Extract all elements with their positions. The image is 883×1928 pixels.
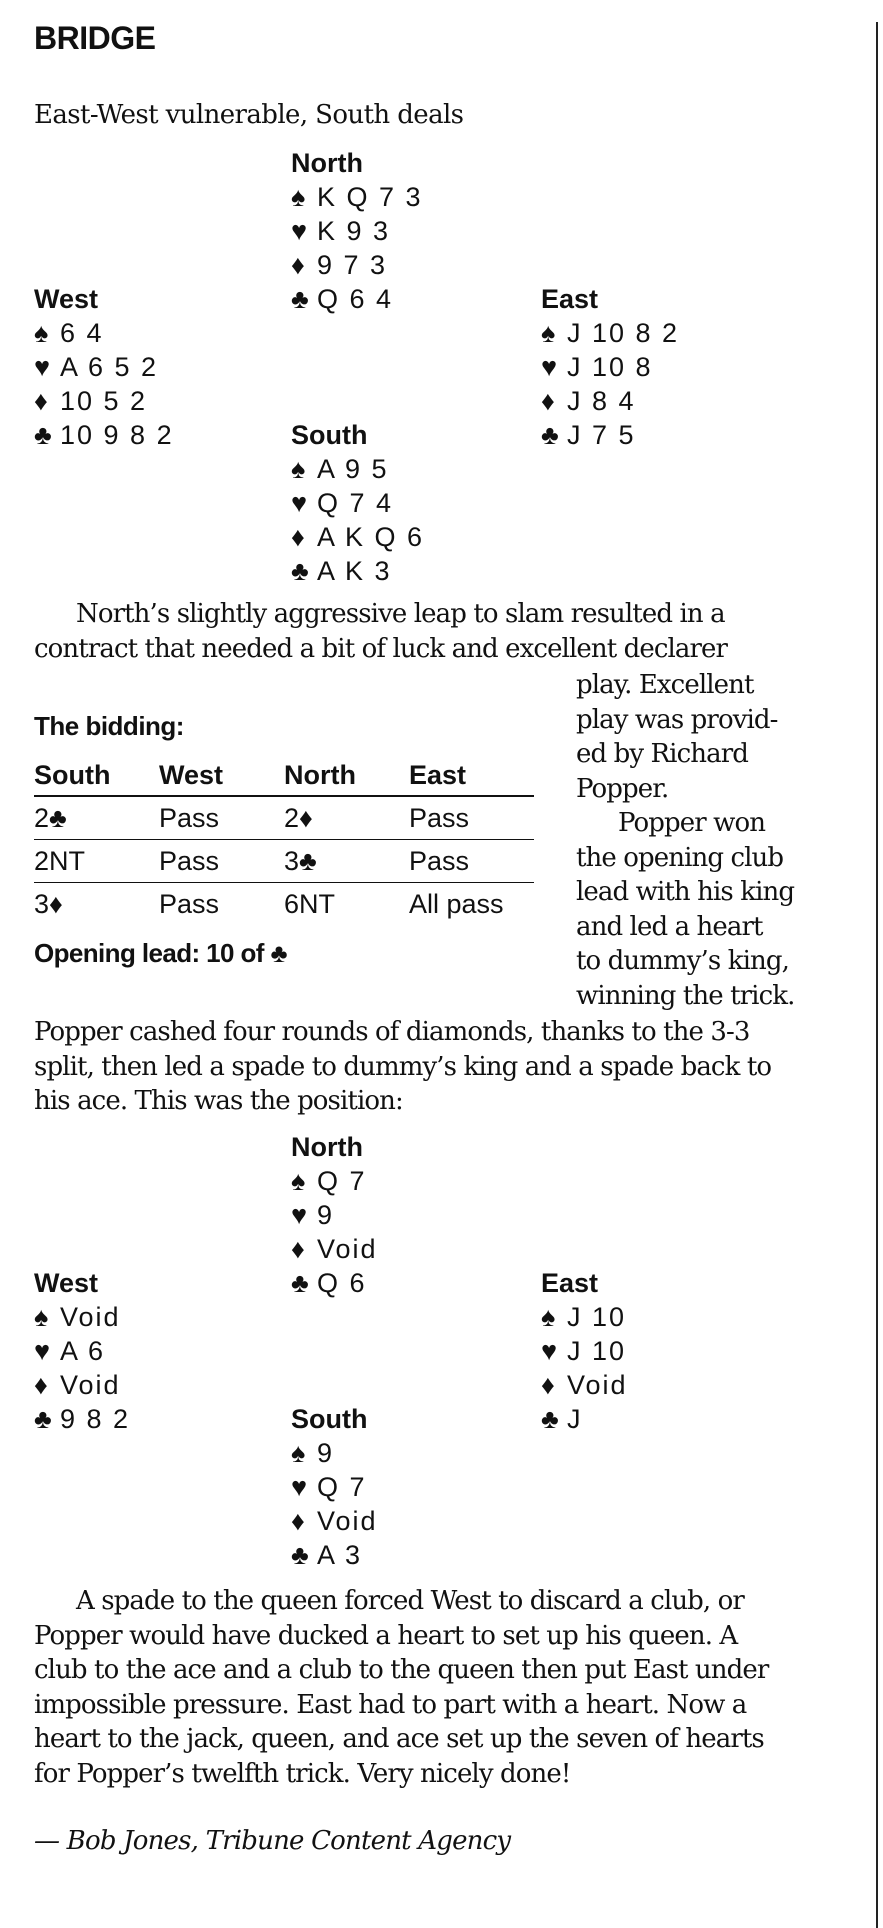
table-row [34,840,534,883]
deal-conditions: East-West vulnerable, South deals [34,100,464,130]
bid-cell: 2NT [34,840,159,883]
diamonds-cards: Void [60,1370,121,1400]
bid-cell: 2♦ [284,796,409,840]
hand-east-2 [541,1266,628,1436]
paragraph-line: winning the trick. [576,980,795,1011]
clubs-cards: Q 6 4 [317,284,394,314]
side-column-text [576,668,876,1013]
hand-west-1 [34,282,174,452]
hand-label: West [34,1268,99,1298]
paragraph-line: split, then led a spade to dummy’s king and a spade back to [34,1051,772,1082]
spade-icon: ♠ [291,182,306,212]
paragraph-line: club to the ace and a club to the queen then put East under [34,1655,769,1685]
club-icon: ♣ [291,1268,309,1298]
spades-cards: J 10 8 2 [567,318,680,348]
hearts-cards: A 6 [60,1336,106,1366]
bid-cell: 6NT [284,888,336,919]
spade-icon: ♠ [291,454,306,484]
bid-cell: 3♦ [34,888,63,919]
clubs-cards: A 3 [317,1540,363,1570]
heart-icon: ♥ [541,352,558,382]
paragraph-line: and led a heart [576,911,763,942]
bid-cell: 3♣ [284,840,409,883]
hand-west-2 [34,1266,130,1436]
hearts-cards: Q 7 4 [317,488,394,518]
clubs-cards: A K 3 [317,556,392,586]
club-icon: ♣ [291,1540,309,1570]
paragraph-line: heart to the jack, queen, and ace set up the seven of hearts [34,1724,764,1754]
paragraph-line: contract that needed a bit of luck and excellent declarer [34,633,728,664]
article-paragraph-3 [34,1584,864,1791]
bid-cell: Pass [409,796,534,840]
diamond-icon: ♦ [291,1234,305,1264]
hand-label: East [541,1268,599,1298]
diamond-icon: ♦ [541,386,555,416]
spades-cards: Q 7 [317,1166,367,1196]
heart-icon: ♥ [291,488,308,518]
paragraph-line: ed by Richard [576,739,748,769]
heart-icon: ♥ [291,1472,308,1502]
hand-east-1 [541,282,679,452]
spade-icon: ♠ [291,1166,306,1196]
hand-south-1 [291,418,424,588]
article-paragraph-2 [34,1015,864,1119]
diamonds-cards: Void [317,1234,378,1264]
club-icon: ♣ [541,420,559,450]
clubs-cards: Q 6 [317,1268,367,1298]
diamonds-cards: A K Q 6 [317,522,425,552]
club-icon: ♣ [291,556,309,586]
page-title: BRIDGE [34,20,156,56]
hand-north-1 [291,146,423,316]
paragraph-line: his ace. This was the position: [34,1086,403,1116]
author-credit: — Bob Jones, Tribune Content Agency [34,1826,511,1856]
diamonds-cards: 10 5 2 [60,386,148,416]
column-header: South [34,755,159,796]
spade-icon: ♠ [541,1302,556,1332]
heart-icon: ♥ [34,352,51,382]
clubs-cards: 9 8 2 [60,1404,131,1434]
hand-label: West [34,284,99,314]
hand-label: North [291,148,363,178]
paragraph-line: to dummy’s king, [576,946,789,976]
club-icon: ♣ [34,420,52,450]
hearts-cards: Q 7 [317,1472,367,1502]
diamond-icon: ♦ [291,250,305,280]
opening-lead: Opening lead: 10 of ♣ [34,938,287,968]
club-icon: ♣ [541,1404,559,1434]
diamonds-cards: Void [317,1506,378,1536]
heart-icon: ♥ [291,1200,308,1230]
club-icon: ♣ [34,1404,52,1434]
clubs-cards: J 7 5 [567,420,636,450]
hearts-cards: 9 [317,1200,335,1230]
diamonds-cards: Void [567,1370,628,1400]
bidding-table [34,755,534,925]
spade-icon: ♠ [34,1302,49,1332]
clubs-cards: J [567,1404,583,1434]
bid-cell: All pass [409,888,504,919]
bidding-heading: The bidding: [34,711,184,741]
spades-cards: 9 [317,1438,335,1468]
spades-cards: Void [60,1302,121,1332]
club-icon: ♣ [291,284,309,314]
paragraph-line: play was provid- [576,704,778,735]
spade-icon: ♠ [541,318,556,348]
heart-icon: ♥ [34,1336,51,1366]
bid-cell: Pass [159,840,284,883]
diamonds-cards: J 8 4 [567,386,636,416]
bid-cell: Pass [159,796,284,840]
diamond-icon: ♦ [34,386,48,416]
spades-cards: J 10 [567,1302,627,1332]
paragraph-line: Popper. [576,773,669,804]
hearts-cards: A 6 5 2 [60,352,159,382]
spades-cards: A 9 5 [317,454,389,484]
heart-icon: ♥ [541,1336,558,1366]
spades-cards: K Q 7 3 [317,182,423,212]
spade-icon: ♠ [34,318,49,348]
heart-icon: ♥ [291,216,308,246]
hand-label: East [541,284,599,314]
paragraph-line: Popper would have ducked a heart to set up his queen. A [34,1620,738,1651]
clubs-cards: 10 9 8 2 [60,420,174,450]
bid-cell: Pass [159,888,220,919]
column-header: East [409,755,534,796]
hand-south-2 [291,1402,378,1572]
paragraph-line: North’s slightly aggressive leap to slam resulted in a [76,599,725,629]
hand-label: North [291,1132,363,1162]
hand-label: South [291,1404,368,1434]
paragraph-line: Popper won [618,808,766,838]
diamonds-cards: 9 7 3 [317,250,388,280]
column-divider [876,22,878,1928]
hand-label: South [291,420,368,450]
paragraph-line: A spade to the queen forced West to discard a club, or [76,1586,744,1616]
diamond-icon: ♦ [541,1370,555,1400]
diamond-icon: ♦ [291,1506,305,1536]
paragraph-line: Popper cashed four rounds of diamonds, thanks to the 3-3 [34,1017,750,1047]
bid-cell: 2♣ [34,796,159,840]
diamond-icon: ♦ [291,522,305,552]
spades-cards: 6 4 [60,318,104,348]
table-row [34,796,534,840]
table-row [34,883,534,926]
hearts-cards: J 10 [567,1336,627,1366]
bid-cell: Pass [409,840,534,883]
paragraph-line: play. Excellent [576,670,754,700]
column-header: North [284,755,409,796]
paragraph-line: the opening club [576,842,784,873]
paragraph-line: for Popper’s twelfth trick. Very nicely done! [34,1758,571,1789]
column-header: West [159,755,284,796]
hearts-cards: J 10 8 [567,352,653,382]
diamond-icon: ♦ [34,1370,48,1400]
hand-north-2 [291,1130,378,1300]
spade-icon: ♠ [291,1438,306,1468]
bidding-header-row [34,755,534,796]
paragraph-line: impossible pressure. East had to part with a heart. Now a [34,1689,747,1720]
article-paragraph-1 [34,597,854,666]
hearts-cards: K 9 3 [317,216,391,246]
paragraph-line: lead with his king [576,877,795,907]
